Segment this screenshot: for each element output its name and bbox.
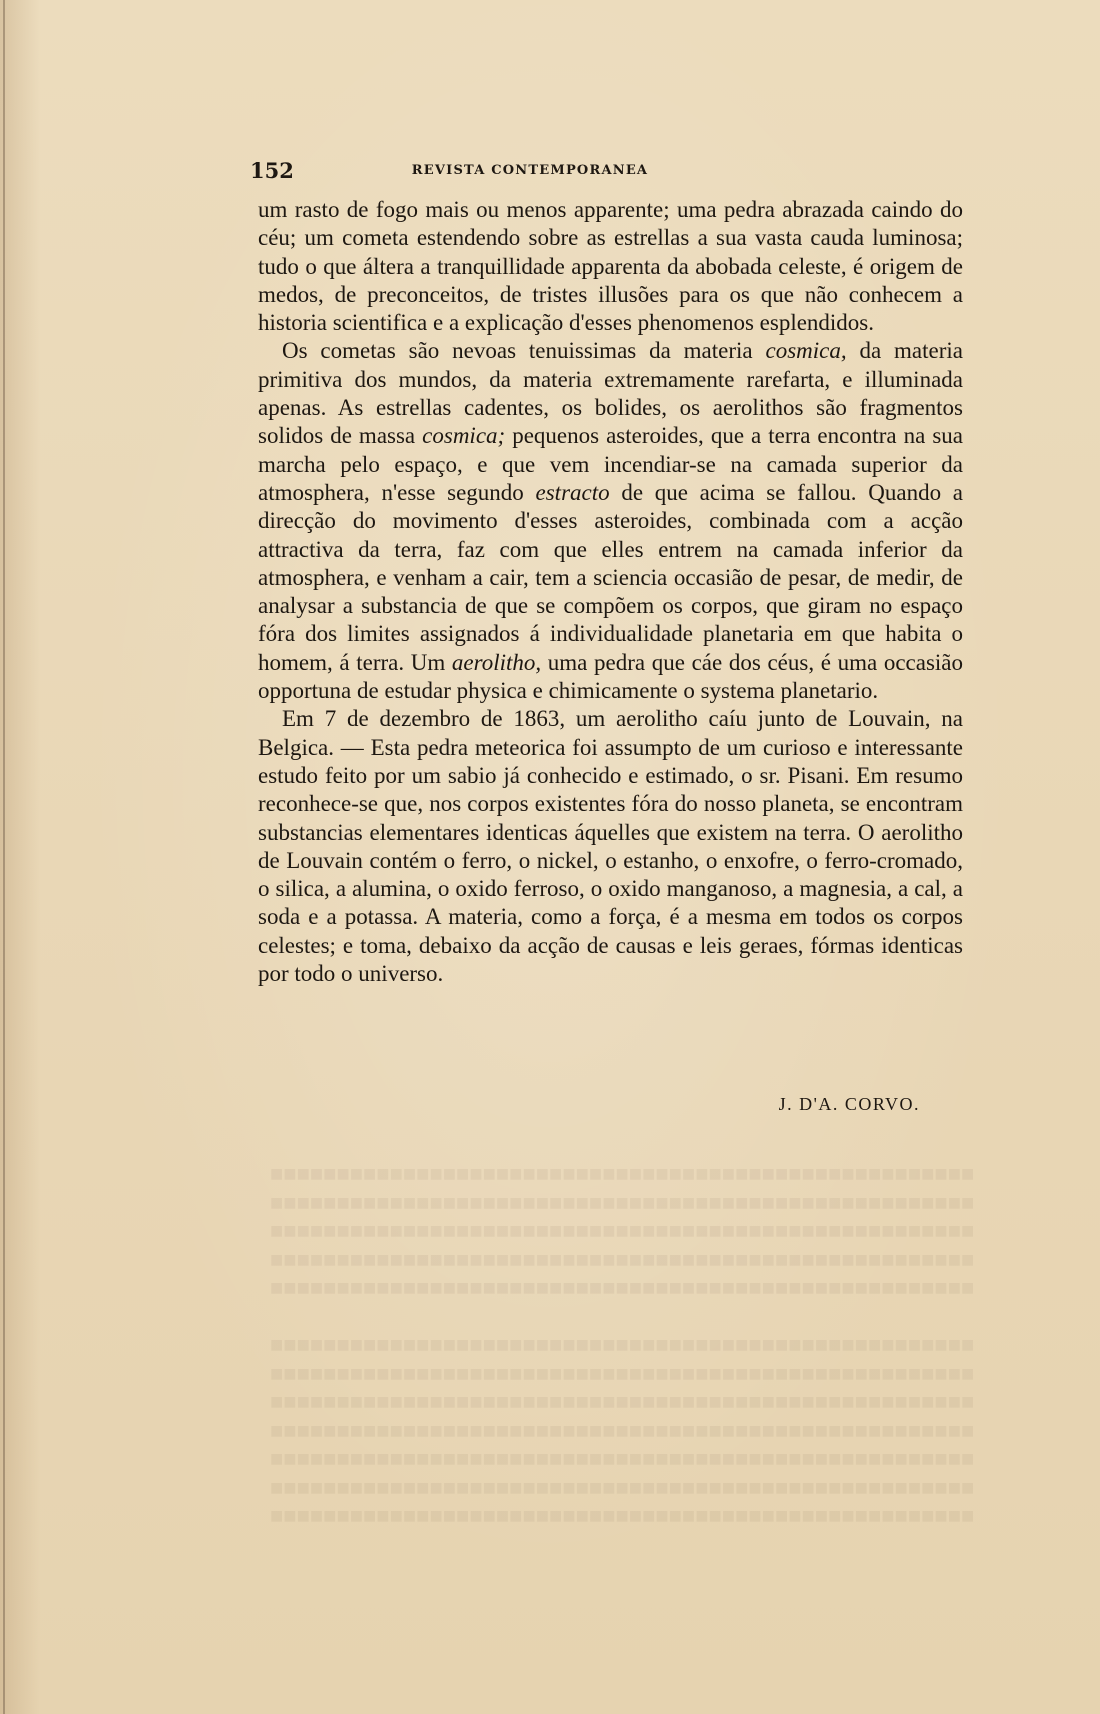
- page-header: [250, 158, 810, 182]
- italic-term: cosmica;: [422, 423, 506, 449]
- paragraph-2: [258, 337, 963, 705]
- running-title: REVISTA CONTEMPORANEA: [411, 163, 649, 178]
- paragraph-2-text: Os cometas são nevoas tenuissimas da materia: [282, 338, 766, 364]
- italic-term: aerolitho,: [451, 649, 542, 675]
- show-through-text: ■■■■■■■■■■■■■■■■■■■■■■■■■■■■■■■■■■■■■■■■■■■■■■■■■■■■■ ■■■■■■■■■■■■■■■■■■■■■■■■■■■■■■■■■■■■■■■■■■■■■■■■■■■■■ ■■■■■■■■■■■■■■■■■■■■■■■■■■■■■■■■■■■■■■■■■■■■■■■■■■■■■ ■■■■■■■■■■■■■■■■■■■■■■■■■■■■■■■■■■■■■■■■■■■■■■■■■■■■■ ■■■■■■■■■■■■■■■■■■■■■■■■■■■■■■■■■■■■■■■■■■■■■■■■■■■■■ ■■■■■■■■■■■■■■■■■■■■■■■■■■■■■■■■■■■■■■■■■■■■■■■■■■■■■ ■■■■■■■■■■■■■■■■■■■■■■■■■■■■■■■■■■■■■■■■■■■■■■■■■■■■■ ■■■■■■■■■■■■■■■■■■■■■■■■■■■■■■■■■■■■■■■■■■■■■■■■■■■■■ ■■■■■■■■■■■■■■■■■■■■■■■■■■■■■■■■■■■■■■■■■■■■■■■■■■■■■ ■■■■■■■■■■■■■■■■■■■■■■■■■■■■■■■■■■■■■■■■■■■■■■■■■■■■■ ■■■■■■■■■■■■■■■■■■■■■■■■■■■■■■■■■■■■■■■■■■■■■■■■■■■■■ ■■■■■■■■■■■■■■■■■■■■■■■■■■■■■■■■■■■■■■■■■■■■■■■■■■■■■: [270, 1161, 975, 1528]
- page-number: 152: [250, 158, 294, 183]
- paragraph-1: um rasto de fogo mais ou menos apparente; uma pedra abrazada caindo do céu; um cometa estendendo sobre as estrellas a sua vasta cauda luminosa; tudo o que áltera a tranquillidade apparenta da abobada celeste, é origem de medos, de preconceitos, de tristes illusões para os que não conhecem a historia scientifica e a explicação d'esses phenomenos esplendidos.: [258, 197, 963, 336]
- author-signature: J. D'A. CORVO.: [778, 1094, 920, 1114]
- italic-term: estracto: [535, 479, 610, 505]
- article-body: [258, 196, 963, 988]
- paragraph-2-text: pequenos asteroides, que a terra encontra na sua marcha pelo espaço, e que vem incendiar-se na camada superior da atmosphera, n'esse segundo: [258, 423, 963, 505]
- paragraph-2-text: da materia primitiva dos mundos, da materia extremamente rarefarta, e illuminada apenas. As estrellas cadentes, os bolides, os aerolithos são fragmentos solidos de massa: [258, 338, 963, 449]
- page-edge: [3, 0, 5, 1714]
- paragraph-2-text: uma pedra que cáe dos céus, é uma occasião opportuna de estudar physica e chimicamente o systema planetario.: [258, 649, 963, 704]
- paragraph-2-text: de que acima se fallou. Quando a direcção do movimento d'esses asteroides, combinada com a acção attractiva da terra, faz com que elles entrem na camada inferior da atmosphera, e venham a cair, tem a sciencia occasião de pesar, de medir, de analysar a substancia de que se compõem os corpos, que giram no espaço fóra dos limites assignados á individualidade planetaria em que habita o homem, á terra. Um: [258, 479, 963, 675]
- italic-term: cosmica,: [765, 338, 847, 364]
- paragraph-3: Em 7 de dezembro de 1863, um aerolitho caíu junto de Louvain, na Belgica. — Esta pedra meteorica foi assumpto de um curioso e interessante estudo feito por um sabio já conhecido e estimado, o sr. Pisani. Em resumo reconhece-se que, nos corpos existentes fóra do nosso planeta, se encontram substancias elementares identicas áquelles que existem na terra. O aerolitho de Louvain contém o ferro, o nickel, o estanho, o enxofre, o ferro-cromado, o silica, a alumina, o oxido ferroso, o oxido manganoso, a magnesia, a cal, a soda e a potassa. A materia, como a força, é a mesma em todos os corpos celestes; e toma, debaixo da acção de causas e leis geraes, fórmas identicas por todo o universo.: [258, 706, 963, 987]
